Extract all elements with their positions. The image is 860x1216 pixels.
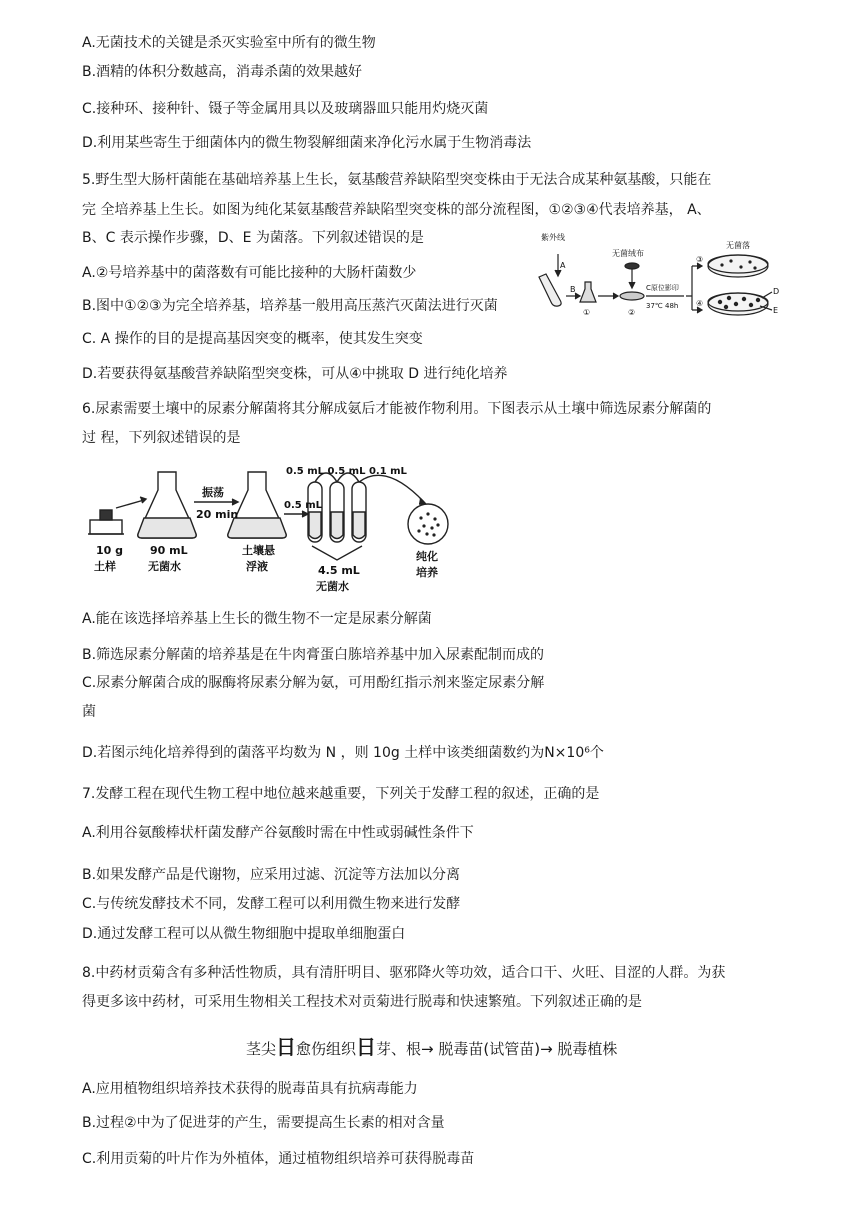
q7-option-a: A.利用谷氨酸棒状杆菌发酵产谷氨酸时需在中性或弱碱性条件下 [82, 825, 474, 841]
q6-stem-line2: 过 程，下列叙述错误的是 [82, 430, 241, 446]
q6-fig-purify-line2: 培养 [416, 566, 438, 579]
q8-option-b: B.过程②中为了促进芽的产生，需要提高生长素的相对含量 [82, 1115, 445, 1131]
q6-fig-water-label: 无菌水 [148, 560, 181, 573]
q5-option-d: D.若要获得氨基酸营养缺陷型突变株，可从④中挑取 D 进行纯化培养 [82, 366, 508, 382]
q5-fig-medium-2: ② [628, 308, 636, 317]
q6-fig-shake-label: 振荡 [202, 486, 224, 499]
q6-fig-suspension-line2: 浮液 [246, 560, 268, 573]
q8-process-flow [246, 1037, 617, 1059]
q7-option-b: B.如果发酵产品是代谢物，应采用过滤、沉淀等方法加以分离 [82, 867, 461, 883]
q6-fig-tube-volume: 4.5 mL [318, 564, 360, 577]
q5-fig-medium-4: ④ [696, 299, 704, 308]
q8-flow-callus: 愈伤组织 [296, 1040, 357, 1058]
q8-flow-explant: 茎尖 [246, 1040, 277, 1058]
q5-stem-line1: 5.野生型大肠杆菌能在基础培养基上生长，氨基酸营养缺陷型突变株由于无法合成某种氨基酸，只能在 [82, 172, 712, 188]
q6-option-b: B.筛选尿素分解菌的培养基是在牛肉膏蛋白胨培养基中加入尿素配制而成的 [82, 647, 545, 663]
q4-option-a: A.无菌技术的关键是杀灭实验室中所有的微生物 [82, 35, 376, 51]
q5-fig-medium-1: ① [583, 308, 591, 317]
q6-fig-tube-water: 无菌水 [316, 580, 349, 593]
q6-option-a: A.能在该选择培养基上生长的微生物不一定是尿素分解菌 [82, 611, 432, 627]
q5-option-a: A.②号培养基中的菌落数有可能比接种的大肠杆菌数少 [82, 265, 417, 281]
q6-option-c-line2: 菌 [82, 704, 96, 720]
q5-option-b: B.图中①②③为完全培养基，培养基一般用高压蒸汽灭菌法进行灭菌 [82, 298, 498, 314]
q5-fig-step-c: C原位影印 [646, 284, 679, 292]
q8-flow-rest: 芽、根→ 脱毒苗(试管苗)→ 脱毒植株 [376, 1040, 618, 1058]
q8-stem-line1: 8.中药材贡菊含有多种活性物质，具有清肝明目、驱邪降火等功效，适合口干、火旺、目涩的人群。为获 [82, 965, 726, 981]
q7-stem: 7.发酵工程在现代生物工程中地位越来越重要，下列关于发酵工程的叙述，正确的是 [82, 786, 600, 802]
q6-fig-purify-line1: 纯化 [416, 550, 438, 563]
q5-fig-no-colony-label: 无菌落 [726, 241, 750, 250]
q4-option-d: D.利用某些寄生于细菌体内的微生物裂解细菌来净化污水属于生物消毒法 [82, 135, 532, 151]
q8-flow-step1-symbol: 日 [276, 1035, 297, 1059]
q5-fig-step-a: A [560, 261, 566, 270]
q6-fig-time-label: 20 min [196, 508, 239, 521]
q8-stem-line2: 得更多该中药材，可采用生物相关工程技术对贡菊进行脱毒和快速繁殖。下列叙述正确的是 [82, 994, 642, 1010]
q6-fig-first-transfer-volume: 0.5 mL [284, 500, 322, 511]
q5-mutant-screening-figure [536, 226, 782, 318]
q5-fig-colony-e: E [773, 306, 779, 315]
q5-fig-uv-label: 紫外线 [541, 233, 565, 242]
q6-fig-soil-amount: 10 g [96, 544, 124, 557]
q6-fig-soil-label: 土样 [94, 560, 116, 573]
q5-fig-colony-d: D [773, 287, 780, 296]
q6-fig-water-amount: 90 mL [150, 544, 188, 557]
q5-option-c: C. A 操作的目的是提高基因突变的概率，使其发生突变 [82, 331, 423, 347]
q8-option-c: C.利用贡菊的叶片作为外植体，通过植物组织培养可获得脱毒苗 [82, 1151, 475, 1167]
q6-option-c-line1: C.尿素分解菌合成的脲酶将尿素分解为氨，可用酚红指示剂来鉴定尿素分解 [82, 675, 545, 691]
q7-option-d: D.通过发酵工程可以从微生物细胞中提取单细胞蛋白 [82, 926, 406, 942]
q6-dilution-figure [86, 462, 460, 602]
q5-stem-line2: 完 全培养基上生长。如图为纯化某氨基酸营养缺陷型突变株的部分流程图，①②③④代表培养基， A、 [82, 202, 711, 218]
q5-fig-medium-3: ③ [696, 255, 704, 264]
q6-option-d: D.若图示纯化培养得到的菌落平均数为 N ，则 10g 土样中该类细菌数约为N×10⁶个 [82, 745, 604, 761]
q6-fig-suspension-line1: 土壤悬 [242, 544, 275, 557]
q5-fig-step-b: B [570, 285, 576, 294]
q7-option-c: C.与传统发酵技术不同，发酵工程可以利用微生物来进行发酵 [82, 896, 461, 912]
q4-option-b: B.酒精的体积分数越高，消毒杀菌的效果越好 [82, 64, 363, 80]
q8-option-a: A.应用植物组织培养技术获得的脱毒苗具有抗病毒能力 [82, 1081, 418, 1097]
q5-fig-velvet-label: 无菌绒布 [612, 249, 644, 258]
q5-stem-line3: B、C 表示操作步骤，D、E 为菌落。下列叙述错误的是 [82, 230, 424, 246]
q5-fig-condition: 37℃ 48h [646, 302, 679, 310]
q6-fig-transfer-volumes: 0.5 mL 0.5 mL 0.1 mL [286, 466, 407, 477]
q6-stem-line1: 6.尿素需要土壤中的尿素分解菌将其分解成氨后才能被作物利用。下图表示从土壤中筛选尿素分解菌的 [82, 401, 712, 417]
q4-option-c: C.接种环、接种针、镊子等金属用具以及玻璃器皿只能用灼烧灭菌 [82, 101, 489, 117]
q8-flow-step2-symbol: 日 [356, 1035, 377, 1059]
